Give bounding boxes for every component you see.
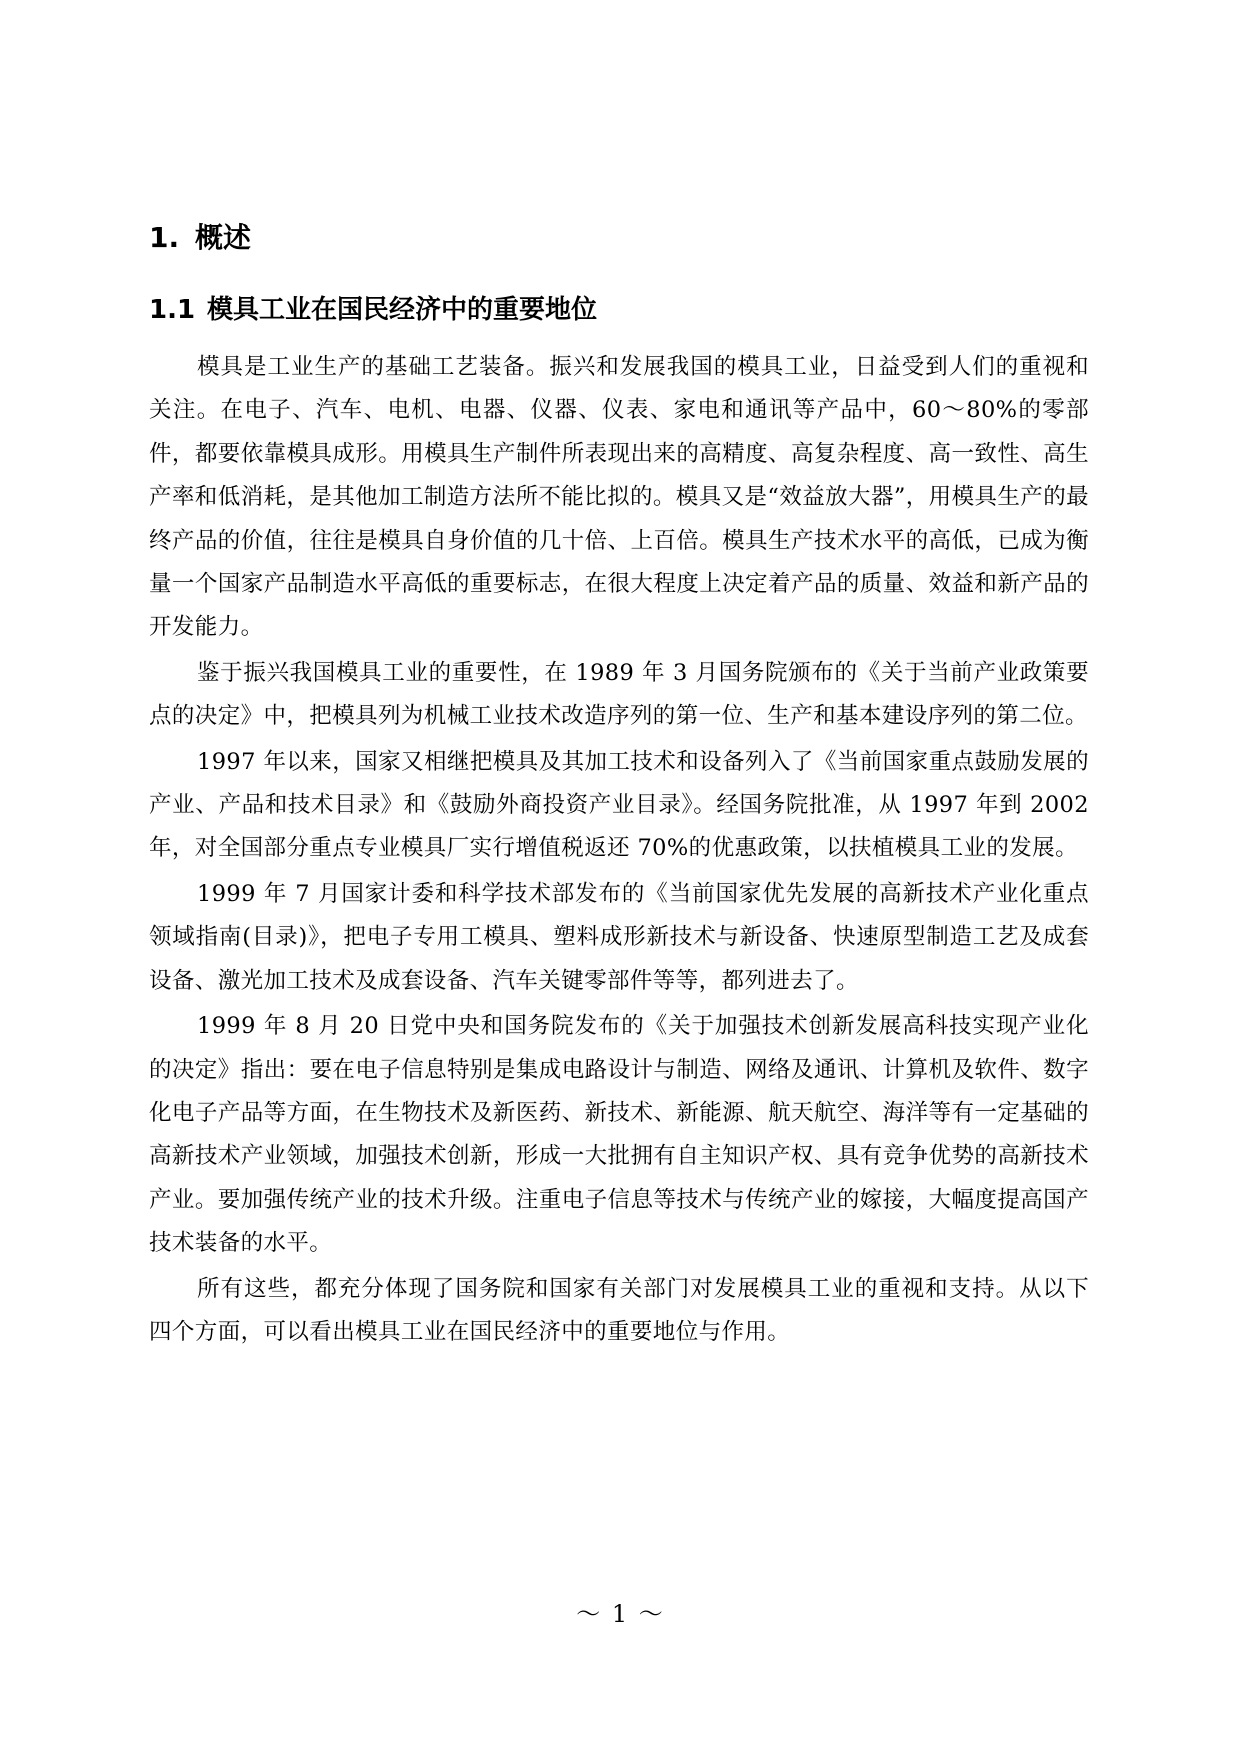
subsection-number: 1.1 — [149, 295, 196, 325]
paragraph-1989-policy: 鉴于振兴我国模具工业的重要性，在 1989 年 3 月国务院颁布的《关于当前产业政策要点的决定》中，把模具列为机械工业技术改造序列的第一位、生产和基本建设序列的第二位。 — [149, 659, 1089, 730]
paragraph-summary: 所有这些，都充分体现了国务院和国家有关部门对发展模具工业的重视和支持。从以下四个方面，可以看出模具工业在国民经济中的重要地位与作用。 — [149, 1275, 1089, 1345]
subsection-title: 模具工业在国民经济中的重要地位 — [207, 295, 598, 325]
paragraph-1999-july: 1999 年 7 月国家计委和科学技术部发布的《当前国家优先发展的高新技术产业化重点领域指南(目录)》，把电子专用工模具、塑料成形新技术与新设备、快速原型制造工艺及成套设备、激光加工技术及成套设备、汽车关键零部件等等，都列进去了。 — [149, 880, 1089, 994]
section-number: 1. — [149, 221, 180, 254]
page-number: ～ 1 ～ — [576, 1600, 665, 1628]
paragraph-intro: 模具是工业生产的基础工艺装备。振兴和发展我国的模具工业，日益受到人们的重视和关注。在电子、汽车、电机、电器、仪器、仪表、家电和通讯等产品中，60～80%的零部件，都要依靠模具成形。用模具生产制件所表现出来的高精度、高复杂程度、高一致性、高生产率和低消耗，是其他加工制造方法所不能比拟的。模具又是“效益放大器”，用模具生产的最终产品的价值，往往是模具自身价值的几十倍、上百倍。模具生产技术水平的高低，已成为衡量一个国家产品制造水平高低的重要标志，在很大程度上决定着产品的质量、效益和新产品的开发能力。 — [149, 354, 1089, 641]
page-content — [149, 218, 1089, 1356]
section-title: 概述 — [195, 221, 252, 254]
subsection-heading — [149, 290, 1089, 330]
paragraph-1999-august: 1999 年 8 月 20 日党中央和国务院发布的《关于加强技术创新发展高科技实现产业化的决定》指出：要在电子信息特别是集成电路设计与制造、网络及通讯、计算机及软件、数字化电子产品等方面，在生物技术及新医药、新技术、新能源、航天航空、海洋等有一定基础的高新技术产业领域，加强技术创新，形成一大批拥有自主知识产权、具有竞争优势的高新技术产业。要加强传统产业的技术升级。注重电子信息等技术与传统产业的嫁接，大幅度提高国产技术装备的水平。 — [149, 1013, 1089, 1257]
section-heading — [149, 218, 1089, 258]
paragraph-1997-policy: 1997 年以来，国家又相继把模具及其加工技术和设备列入了《当前国家重点鼓励发展的产业、产品和技术目录》和《鼓励外商投资产业目录》。经国务院批准，从 1997 年到 2002 年，对全国部分重点专业模具厂实行增值税返还 70%的优惠政策，以扶植模具工业的发展。 — [149, 748, 1089, 862]
